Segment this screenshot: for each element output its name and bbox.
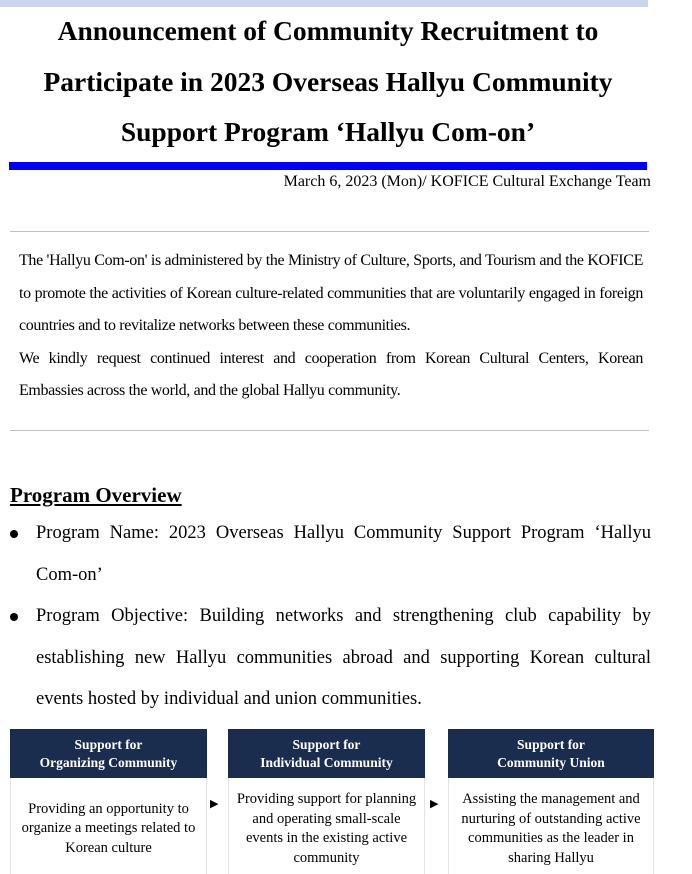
- dateline: March 6, 2023 (Mon)/ KOFICE Cultural Exchange Team: [283, 173, 651, 190]
- divider-top: [10, 231, 649, 232]
- arrow-right-icon: ▶: [430, 798, 439, 810]
- card-organizing-community: [10, 729, 207, 874]
- title-line-1: Announcement of Community Recruitment to: [57, 15, 599, 46]
- bullet-dot-icon: [10, 613, 18, 621]
- card-header: [10, 729, 207, 778]
- intro-text: [19, 245, 643, 408]
- card-header-line-2: Organizing Community: [39, 754, 178, 770]
- title-line-3: Support Program ‘Hallyu Com-on’: [120, 116, 536, 147]
- card-header-line-2: Individual Community: [260, 754, 393, 770]
- intro-paragraph-2: We kindly request continued interest and cooperation from Korean Cultural Centers, Korean Embassies across the world, and the global Hallyu community.: [19, 349, 643, 399]
- title-line-2: Participate in 2023 Overseas Hallyu Community: [43, 65, 613, 97]
- intro-paragraph-1: The 'Hallyu Com-on' is administered by the Ministry of Culture, Sports, and Tourism and the KOFICE to promote the activities of Korean culture-related communities that are voluntarily engaged in foreign countries and to revitalize networks between these communities.: [19, 252, 643, 334]
- section-heading: Program Overview: [10, 483, 182, 507]
- bullet-text-program-objective: Program Objective: Building networks and strengthening club capability by establishing new Hallyu communities abroad and supporting Korean cultural events hosted by individual and union communities.: [36, 606, 651, 709]
- card-header-line-1: Support for: [74, 736, 143, 752]
- card-header: [228, 729, 425, 778]
- arrow-right-icon: ▶: [210, 798, 219, 810]
- list-item: [0, 596, 651, 721]
- card-header: [448, 729, 654, 778]
- title-rule: [9, 162, 647, 170]
- bullet-dot-icon: [10, 530, 18, 538]
- card-community-union: [448, 729, 654, 874]
- list-item: [0, 513, 651, 596]
- card-body: Providing support for planning and operating small-scale events in the existing active community: [228, 778, 425, 874]
- card-body: Assisting the management and nurturing of outstanding active communities as the leader in sharing Hallyu: [448, 778, 654, 874]
- card-individual-community: [228, 729, 425, 874]
- card-header-line-1: Support for: [292, 736, 361, 752]
- overview-list: [0, 513, 692, 721]
- divider-bottom: [10, 430, 649, 431]
- bullet-text-program-name: Program Name: 2023 Overseas Hallyu Community Support Program ‘Hallyu Com-on’: [36, 523, 651, 585]
- card-header-line-2: Community Union: [497, 754, 605, 770]
- page-title: [8, 6, 648, 158]
- card-body: Providing an opportunity to organize a meetings related to Korean culture: [10, 778, 207, 874]
- card-header-line-1: Support for: [517, 736, 585, 752]
